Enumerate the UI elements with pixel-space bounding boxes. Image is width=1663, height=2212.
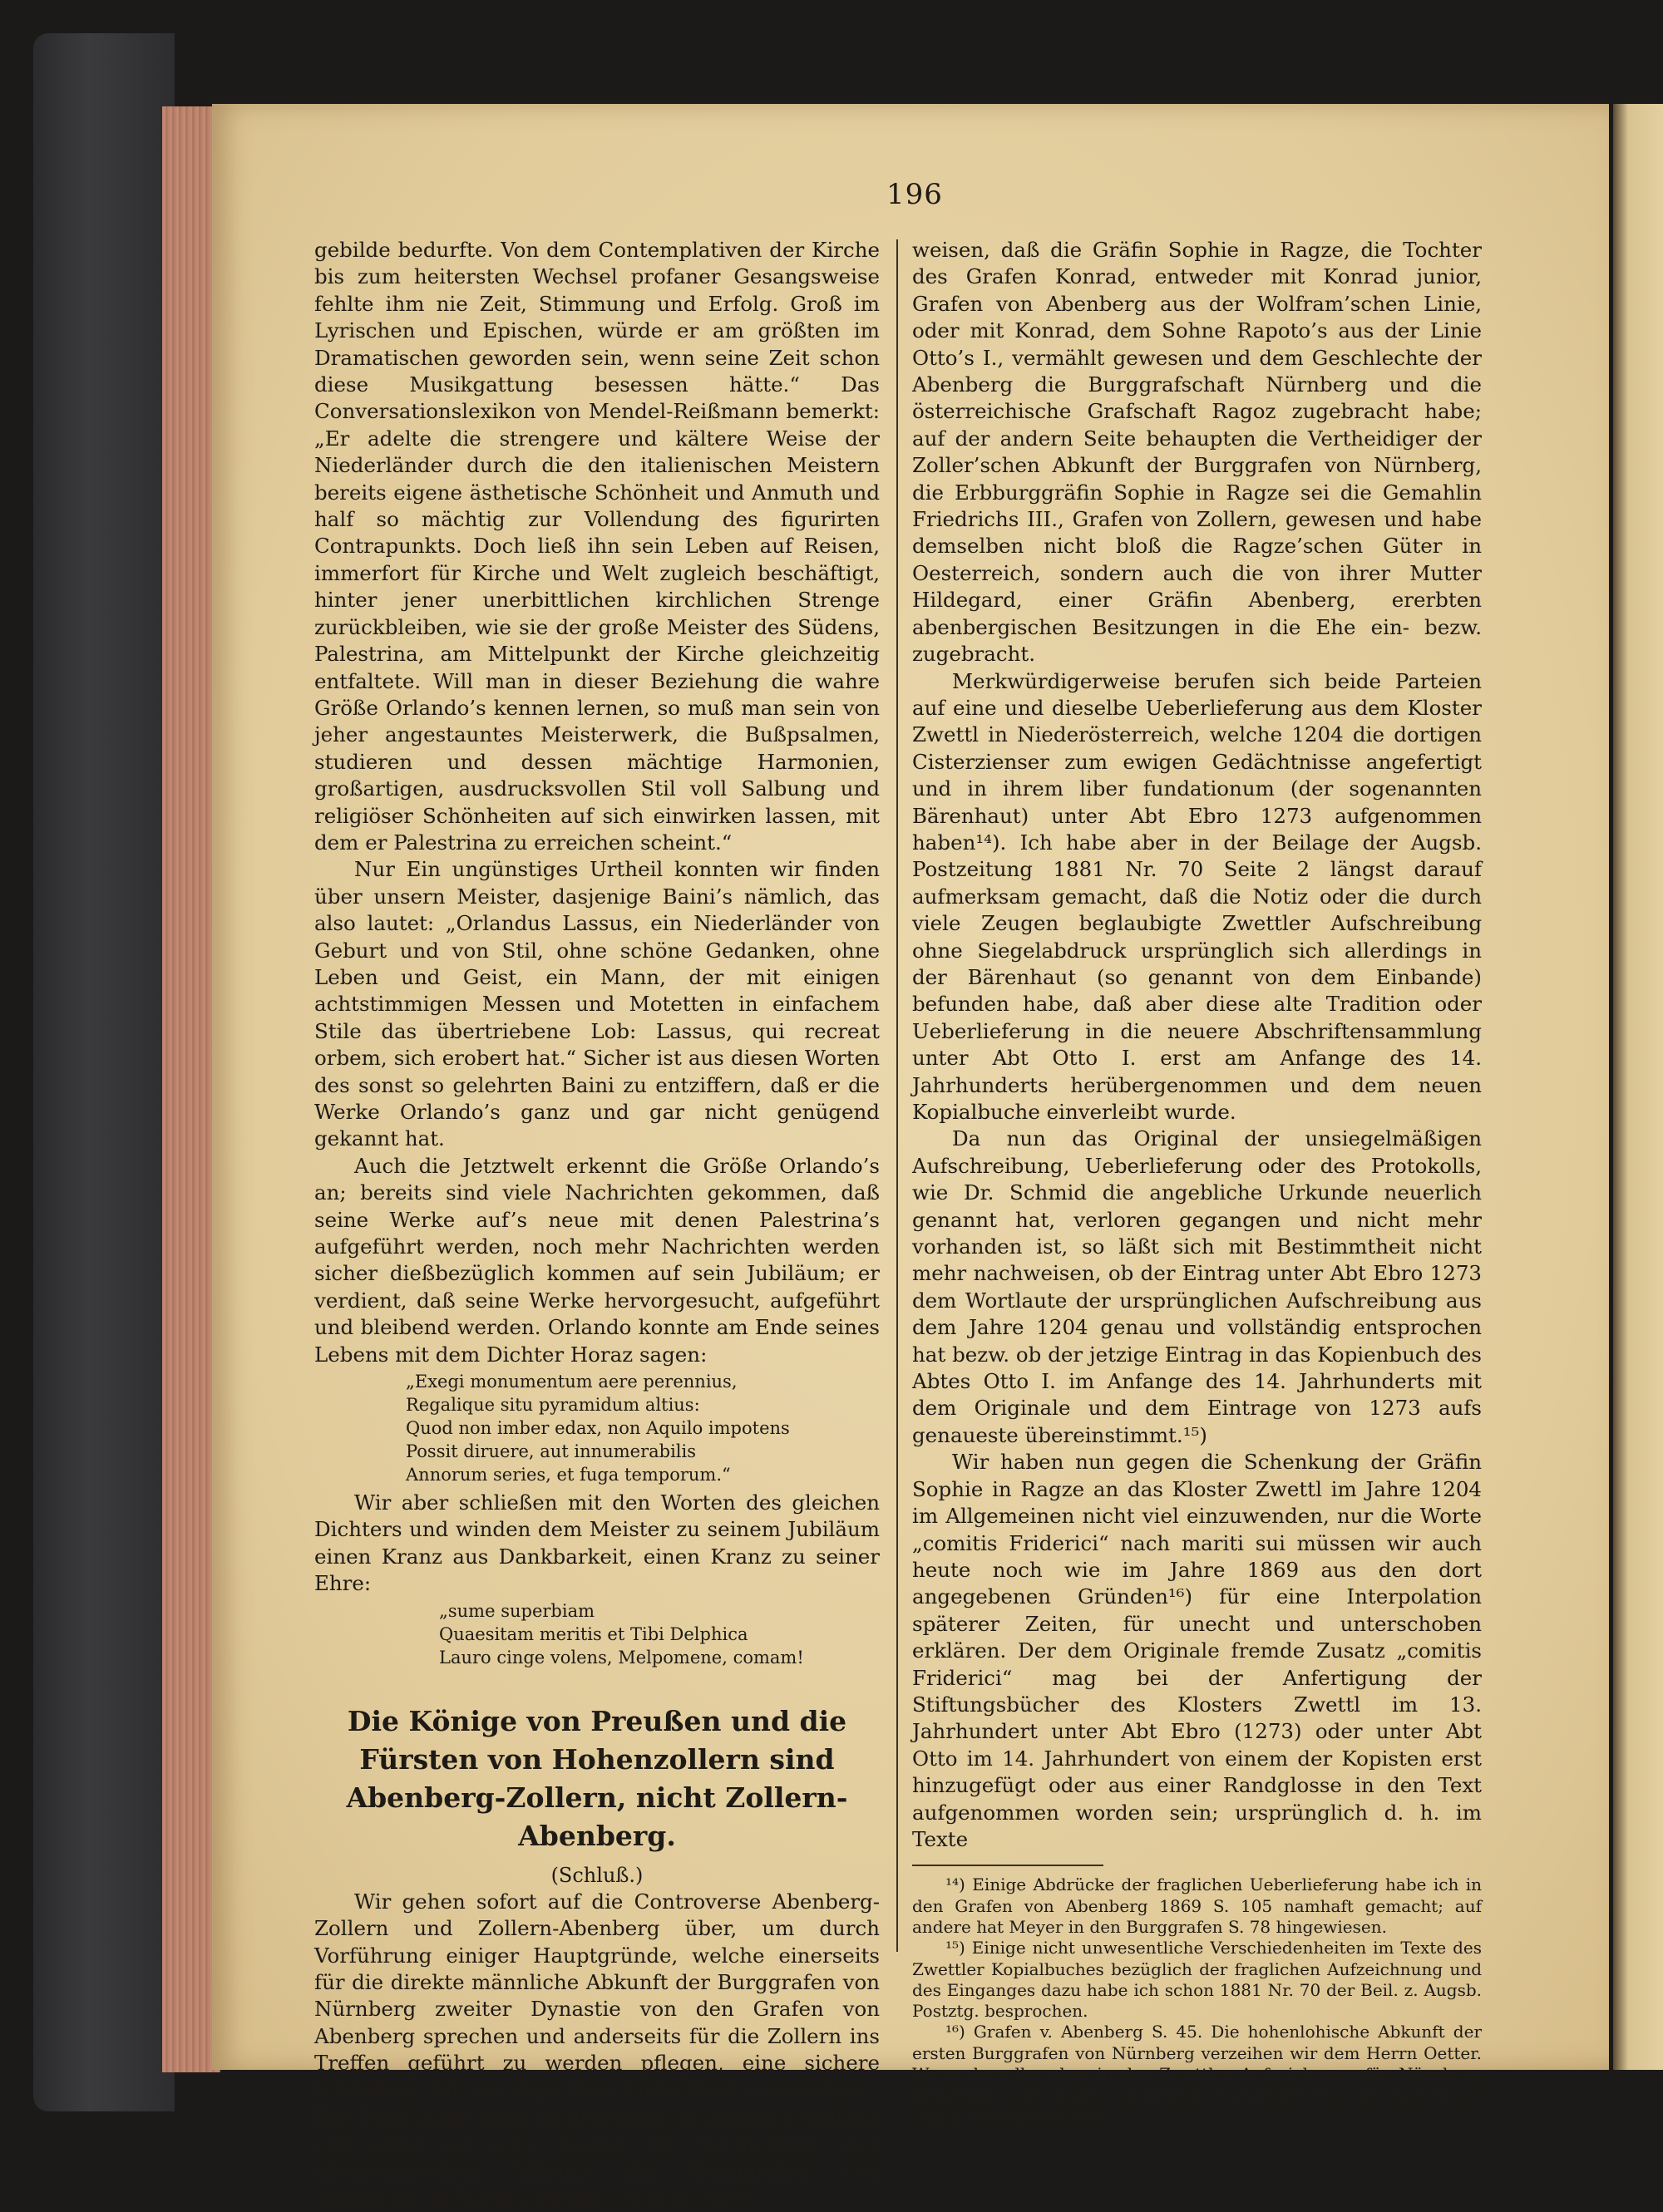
book-cover bbox=[33, 33, 175, 2111]
right-paragraph-4: Wir haben nun gegen die Schenkung der Gräfin Sophie in Ragze an das Kloster Zwettl im Jahre 1204 im Allgemeinen nicht viel einzuwenden, nur die Worte „comitis Friderici“ nach mariti sui müssen wir auch heute noch wie im Jahre 1869 aus den dort angegebenen Gründen¹⁶) für eine Interpolation späterer Zeiten, für unecht und unterschoben erklären. Der dem Originale fremde Zusatz „comitis Friderici“ mag bei der Anfertigung der Stiftungsbücher des Klosters Zwettl im 13. Jahrhundert unter Abt Ebro (1273) oder unter Abt Otto im 14. Jahrhundert von einem der Kopisten erst hinzugefügt oder aus einer Randglosse in den Text aufgenommen worden sein; ursprünglich d. h. im Texte bbox=[912, 1450, 1482, 1851]
poem-line: Lauro cinge volens, Melpomene, comam! bbox=[439, 1647, 804, 1668]
left-paragraph-2: Nur Ein ungünstiges Urtheil konnten wir finden über unsern Meister, dasjenige Baini’s nämlich, das also lautet: „Orlandus Lassus, ein Niederländer von Geburt und von Stil, ohne schöne Gedanken, ohne Leben und Geist, ein Mann, der mit einigen achtstimmigen Messen und Motetten in einfachem Stile das übertriebene Lob: Lassus, qui recreat orbem, sich erobert hat.“ Sicher ist aus diesen Worten des sonst so gelehrten Baini zu entziffern, daß er die Werke Orlando’s ganz und gar nicht genügend gekannt hat. bbox=[314, 857, 880, 1151]
article-subheading: (Schluß.) bbox=[550, 1863, 644, 1887]
footnote-rule bbox=[912, 1865, 1103, 1866]
footnote-15: ¹⁵) Einige nicht unwesentliche Verschiedenheiten im Texte des Zwettler Kopialbuches bezüglich der fraglichen Aufzeichnung und des Einganges dazu habe ich schon 1881 Nr. 70 der Beil. z. Augsb. Postztg. besprochen. bbox=[912, 1938, 1482, 2022]
horace-quote-2 bbox=[439, 1599, 880, 1669]
poem-line: Quod non imber edax, non Aquilo impotens bbox=[406, 1418, 790, 1439]
right-paragraph-1: weisen, daß die Gräfin Sophie in Ragze, die Tochter des Grafen Konrad, entweder mit Konrad junior, Grafen von Abenberg aus der Wolfram’schen Linie, oder mit Konrad, dem Sohne Rapoto’s aus der Linie Otto’s I., vermählt gewesen und dem Geschlechte der Abenberg die Burggrafschaft Nürnberg und die österreichische Grafschaft Ragoz zugebracht habe; auf der andern Seite behaupten die Vertheidiger der Zoller’schen Abkunft der Burggrafen von Nürnberg, die Erbburggräfin Sophie in Ragze sei die Gemahlin Friedrichs III., Grafen von Zollern, gewesen und habe demselben nicht bloß die Ragze’schen Güter in Oesterreich, sondern auch die von ihrer Mutter Hildegard, einer Gräfin Abenberg, ererbten abenbergischen Besitzungen in die Ehe ein- bezw. zugebracht. bbox=[912, 238, 1482, 667]
horace-quote-1 bbox=[406, 1370, 880, 1486]
left-paragraph-4: Wir aber schließen mit den Worten des gleichen Dichters und winden dem Meister zu seinem Jubiläum einen Kranz aus Dankbarkeit, einen Kranz zu seiner Ehre: bbox=[314, 1490, 880, 1596]
article-heading: Die Könige von Preußen und die Fürsten von Hohenzollern sind Abenberg-Zollern, nicht Zollern-Abenberg. bbox=[346, 1704, 848, 1852]
left-paragraph-3: Auch die Jetztwelt erkennt die Größe Orlando’s an; bereits sind viele Nachrichten gekommen, daß seine Werke auf’s neue mit denen Palestrina’s aufgeführt werden, noch mehr Nachrichten werden sicher dießbezüglich kommen auf sein Jubiläum; er verdient, daß seine Werke hervorgesucht, aufgeführt und bleibend werden. Orlando konnte am Ende seines Lebens mit dem Dichter Horaz sagen: bbox=[314, 1153, 880, 1367]
poem-line: „sume superbiam bbox=[439, 1600, 595, 1621]
footnotes bbox=[912, 1875, 1482, 2127]
footnote-14: ¹⁴) Einige Abdrücke der fraglichen Ueberlieferung habe ich in den Grafen von Abenberg 1869 S. 105 namhaft gemacht; auf andere hat Meyer in den Burggrafen S. 78 hingewiesen. bbox=[912, 1875, 1482, 1937]
poem-line: „Exegi monumentum aere perennius, bbox=[406, 1372, 738, 1392]
column-divider bbox=[896, 239, 898, 1952]
facing-page-edge bbox=[1613, 104, 1663, 2070]
right-paragraph-2: Merkwürdigerweise berufen sich beide Parteien auf eine und dieselbe Ueberlieferung aus dem Kloster Zwettl in Niederösterreich, welche 1204 die dortigen Cisterzienser zum ewigen Gedächtnisse angefertigt und in ihrem liber fundationum (der sogenannten Bärenhaut) unter Abt Ebro 1273 aufgenommen haben¹⁴). Ich habe aber in der Beilage der Augsb. Postzeitung 1881 Nr. 70 Seite 2 längst darauf aufmerksam gemacht, daß die Notiz oder die durch viele Zeugen beglaubigte Zwettler Aufschreibung ohne Siegelabdruck ursprünglich sich allerdings in der Bärenhaut (so genannt von dem Einbande) befunden habe, daß aber diese alte Tradition oder Ueberlieferung in die neuere Abschriftensammlung unter Abt Otto I. erst am Anfange des 14. Jahrhunderts herübergenommen und dem neuen Kopialbuche einverleibt wurde. bbox=[912, 668, 1482, 1124]
page-number: 196 bbox=[886, 178, 943, 211]
left-paragraph-1: gebilde bedurfte. Von dem Contemplativen der Kirche bis zum heitersten Wechsel profaner Gesangsweise fehlte ihm nie Zeit, Stimmung und Erfolg. Groß im Lyrischen und Epischen, würde er am größten im Dramatischen geworden sein, wenn seine Zeit schon diese Musikgattung besessen hätte.“ Das Conversationslexikon von Mendel-Reißmann bemerkt: „Er adelte die strengere und kältere Weise der Niederländer durch die den italienischen Meistern bereits eigene ästhetische Schönheit und Anmuth und half so mächtig zur Vollendung des figurirten Contrapunkts. Doch ließ ihn sein Leben auf Reisen, immerfort für Kirche und Welt zugleich beschäftigt, hinter jener unerbittlichen kirchlichen Strenge zurückbleiben, wie sie der große Meister des Südens, Palestrina, am Mittelpunkt der Kirche gleichzeitig entfaltete. Will man in dieser Beziehung die wahre Größe Orlando’s kennen lernen, so muß man sein von jeher angestauntes Meisterwerk, die Bußpsalmen, studieren und dessen mächtige Harmonien, großartigen, ausdrucksvollen Stil voll Salbung und religiöser Schönheiten auf sich einwirken lassen, mit dem er Palestrina zu erreichen scheint.“ bbox=[314, 238, 880, 855]
right-column bbox=[912, 237, 1482, 2127]
poem-line: Quaesitam meritis et Tibi Delphica bbox=[439, 1623, 748, 1644]
left-paragraph-5: Wir gehen sofort auf die Controverse Abenberg-Zollern und Zollern-Abenberg über, um durch Vorführung einiger Hauptgründe, welche einerseits für die direkte männliche Abkunft der Burggrafen von Nürnberg zweiter Dynastie von den Grafen von Abenberg sprechen und anderseits für die Zollern ins Treffen geführt zu werden pflegen, eine sichere Grundlage für ein objectives Endurtheil zu gewinnen. Die Streitfrage liegt ja gegenwärtig ziemlich einfach und offen vor aller Augen. Die Vertheidiger der abenbergischen Abkunft der Burggrafen von Nürnberg im Mannsstamme suchen zu be- bbox=[314, 1889, 880, 2210]
right-paragraph-3: Da nun das Original der unsiegelmäßigen Aufschreibung, Ueberlieferung oder des Protokolls, wie Dr. Schmid die angebliche Urkunde neuerlich genannt hat, verloren gegangen und nicht mehr vorhanden ist, so läßt sich mit Bestimmtheit nicht mehr nachweisen, ob der Eintrag unter Abt Ebro 1273 dem Wortlaute der ursprünglichen Aufschreibung aus dem Jahre 1204 genau und vollständig entsprochen hat bezw. ob der jetzige Eintrag in das Kopienbuch des Abtes Otto I. im Anfange des 14. Jahrhunderts mit dem Originale und dem Eintrage von 1273 aufs genaueste übereinstimmt.¹⁵) bbox=[912, 1126, 1482, 1447]
left-column bbox=[314, 237, 880, 2212]
footnote-16: ¹⁶) Grafen v. Abenberg S. 45. Die hohenlohische Abkunft der ersten Burggrafen von Nürnberg verzeihen wir dem Herrn Oetter. Wenn derselbe aber in der Zwettler Aufzeichnung für Nürnberg Rumburg lesen wollte, so wurde er deßfalls von Archivar Spieß schon zurechtgewiesen. bbox=[912, 2022, 1482, 2126]
poem-line: Annorum series, et fuga temporum.“ bbox=[406, 1465, 731, 1485]
poem-line: Possit diruere, aut innumerabilis bbox=[406, 1441, 696, 1462]
poem-line: Regalique situ pyramidum altius: bbox=[406, 1395, 700, 1416]
